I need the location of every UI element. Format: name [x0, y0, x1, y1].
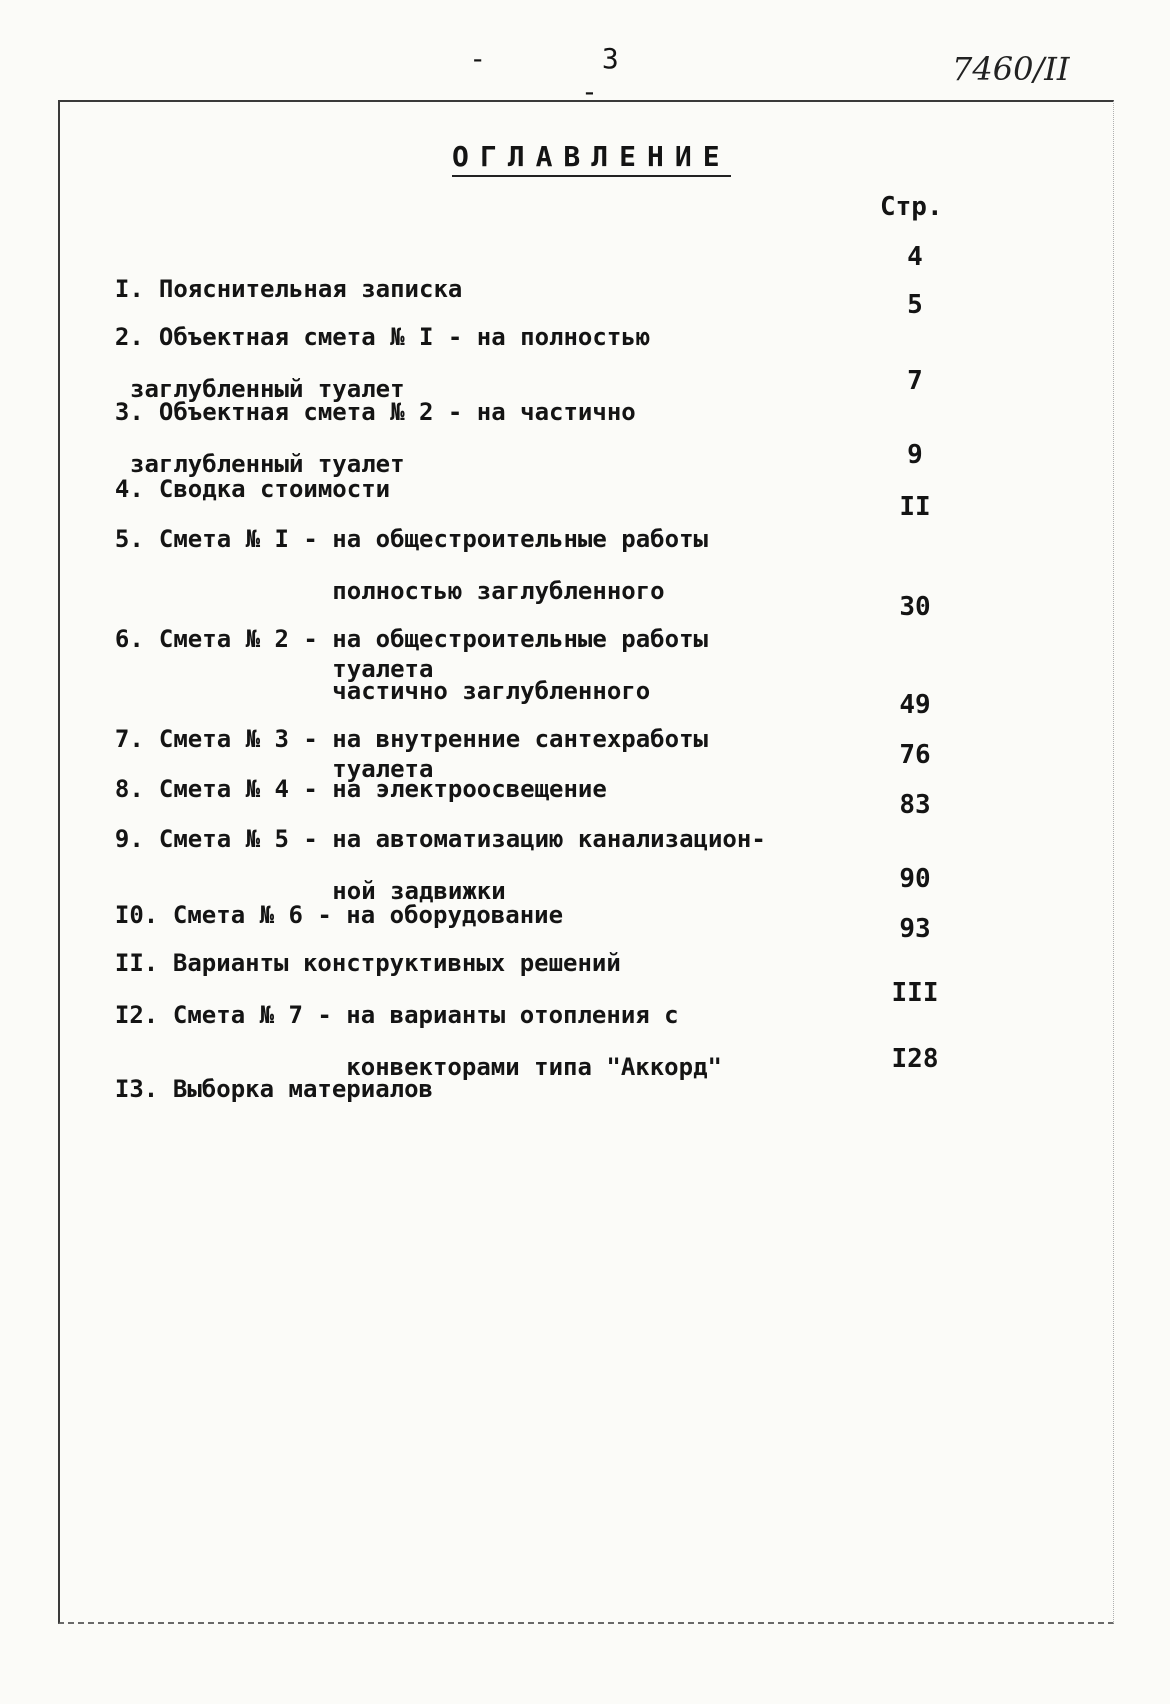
- toc-entry-page: II: [899, 492, 931, 522]
- toc-entry-text-cont: заглубленный туалет: [130, 375, 405, 403]
- toc-entry-7: [86, 700, 708, 752]
- toc-entry-page: 83: [899, 790, 931, 820]
- toc-entry-text-cont: конвекторами типа "Аккорд": [144, 1053, 722, 1081]
- toc-entry-text: Пояснительная записка: [158, 275, 463, 303]
- toc-entry-text: Смета № I - на общестроительные работы: [158, 525, 708, 553]
- toc-entry-number: I2.: [114, 1001, 159, 1029]
- toc-entry-10: [86, 876, 563, 928]
- toc-entry-number: 8.: [114, 775, 144, 803]
- page-number-dash-right: -: [581, 75, 602, 108]
- toc-entry-number: 3.: [114, 398, 144, 426]
- page-column-label: Стр.: [880, 192, 943, 222]
- toc-title: ОГЛАВЛЕНИЕ: [452, 140, 731, 177]
- page-number-header: [436, 42, 656, 108]
- toc-entry-number: 2.: [114, 323, 144, 351]
- toc-entry-page: 76: [899, 740, 931, 770]
- toc-entry-number: 4.: [114, 475, 144, 503]
- toc-entry-number: 5.: [114, 525, 144, 553]
- toc-entry-number: 6.: [114, 625, 144, 653]
- toc-entry-text: Выборка материалов: [172, 1075, 433, 1103]
- toc-entry-page: 7: [907, 366, 923, 396]
- toc-entry-number: I0.: [114, 901, 159, 929]
- toc-entry-text-cont: заглубленный туалет: [130, 450, 405, 478]
- toc-entry-text: Варианты конструктивных решений: [172, 949, 621, 977]
- toc-entry-text-cont: ной задвижки: [130, 877, 506, 905]
- toc-entry-text: Смета № 7 - на варианты отопления с: [172, 1001, 679, 1029]
- toc-entry-number: 9.: [114, 825, 144, 853]
- toc-entry-4: [86, 450, 390, 502]
- toc-entry-11: [86, 924, 621, 976]
- page-number: 3: [601, 42, 623, 75]
- toc-entry-text: Смета № 2 - на общестроительные работы: [158, 625, 708, 653]
- page-number-dash-left: -: [469, 42, 491, 75]
- toc-entry-page: 30: [899, 592, 931, 622]
- toc-entry-text: Смета № 6 - на оборудование: [172, 901, 564, 929]
- toc-entry-number: I.: [114, 275, 144, 303]
- toc-entry-text-cont: частично заглубленного: [130, 677, 651, 705]
- toc-entry-page: 49: [899, 690, 931, 720]
- toc-entry-number: 7.: [114, 725, 144, 753]
- toc-entry-text: Объектная смета № 2 - на частично: [158, 398, 636, 426]
- toc-entry-text: Смета № 4 - на электроосвещение: [158, 775, 607, 803]
- toc-entry-text: Смета № 5 - на автоматизацию канализацион-: [158, 825, 766, 853]
- toc-entry-text-cont: туалета: [130, 655, 434, 683]
- toc-entry-13: [86, 1050, 433, 1102]
- toc-entry-text: Смета № 3 - на внутренние сантехработы: [158, 725, 708, 753]
- toc-entry-number: II.: [114, 949, 159, 977]
- toc-entry-page: 93: [899, 914, 931, 944]
- toc-entry-8: [86, 750, 607, 802]
- toc-entry-text: Сводка стоимости: [158, 475, 391, 503]
- toc-entry-number: I3.: [114, 1075, 159, 1103]
- toc-entry-page: 5: [907, 290, 923, 320]
- toc-entry-text-cont: туалета: [130, 755, 434, 783]
- toc-entry-text-cont: полностью заглубленного: [130, 577, 665, 605]
- archive-number: 7460/II: [952, 50, 1070, 88]
- toc-entry-1: [86, 250, 462, 302]
- toc-entry-text: Объектная смета № I - на полностью: [158, 323, 651, 351]
- toc-entry-page: 9: [907, 440, 923, 470]
- toc-entry-page: I28: [891, 1044, 939, 1074]
- toc-entry-page: 4: [907, 242, 923, 272]
- toc-entry-page: III: [891, 978, 939, 1008]
- toc-entry-page: 90: [899, 864, 931, 894]
